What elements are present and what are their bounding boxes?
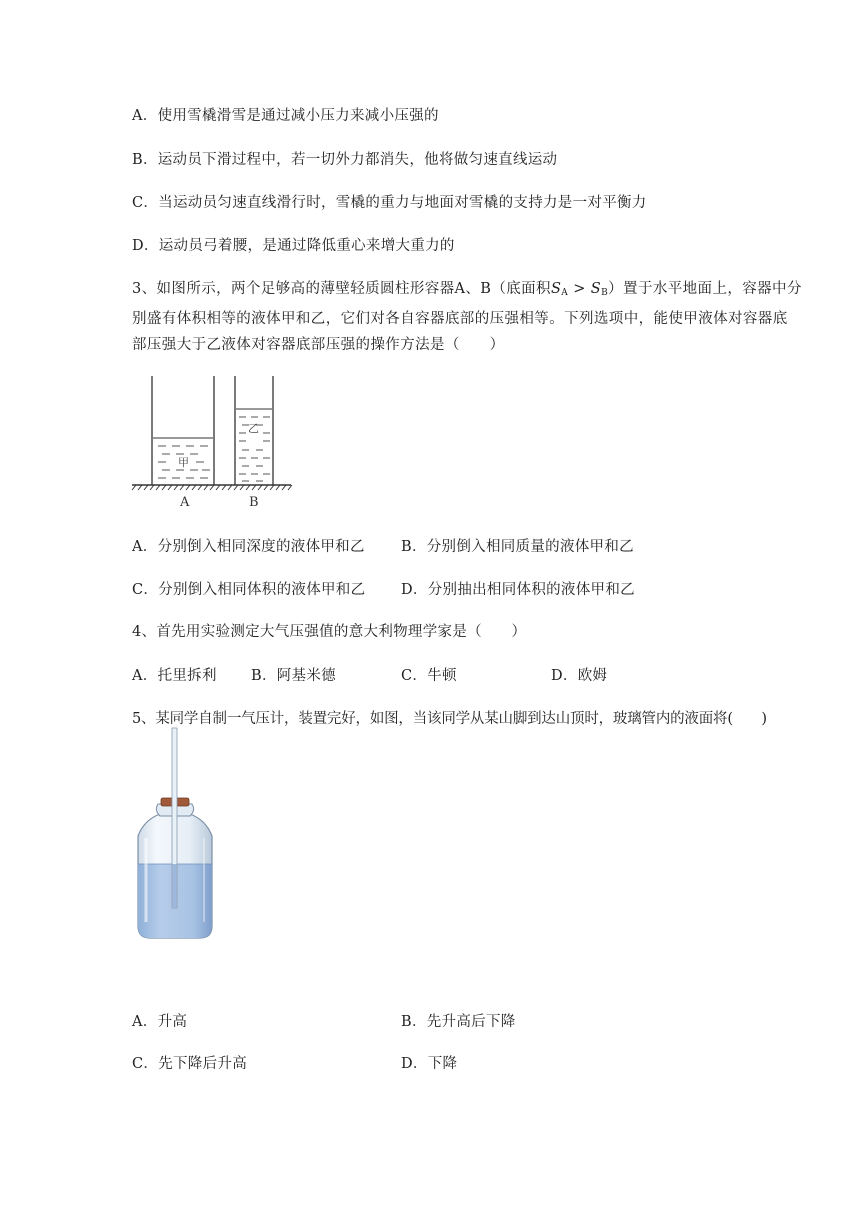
q3-formula-sub-a: A bbox=[561, 288, 569, 298]
q2-option-b: B．运动员下滑过程中，若一切外力都消失，他将做匀速直线运动 bbox=[132, 152, 558, 168]
container-b-label: B bbox=[249, 495, 259, 510]
q3-option-b: B．分别倒入相同质量的液体甲和乙 bbox=[401, 539, 634, 555]
q4-stem: 4、首先用实验测定大气压强值的意大利物理学家是（ ） bbox=[132, 624, 527, 640]
q3-formula-sub-b: B bbox=[601, 288, 609, 298]
q3-formula-sa: S bbox=[550, 281, 562, 297]
q3-stem-part1: 3、如图所示，两个足够高的薄壁轻质圆柱形容器A、B（底面积 bbox=[132, 281, 551, 297]
q5-option-b: B．先升高后下降 bbox=[401, 1014, 516, 1030]
q3-formula-sb: S bbox=[590, 281, 602, 297]
container-a-label: A bbox=[180, 495, 190, 510]
q4-option-c: C．牛顿 bbox=[401, 668, 457, 684]
q4-option-b: B．阿基米德 bbox=[251, 668, 336, 684]
q2-option-a: A．使用雪橇滑雪是通过减小压力来减小压强的 bbox=[132, 108, 439, 124]
q5-option-c: C．先下降后升高 bbox=[132, 1056, 247, 1072]
q5-stem: 5、某同学自制一气压计，装置完好，如图，当该同学从某山脚到达山顶时，玻璃管内的液面将( ) bbox=[132, 711, 767, 727]
q5-option-d: D．下降 bbox=[401, 1056, 458, 1072]
liquid-a-label: 甲 bbox=[178, 456, 189, 469]
q3-option-c: C．分别倒入相同体积的液体甲和乙 bbox=[132, 582, 366, 598]
q4-option-d: D．欧姆 bbox=[551, 668, 608, 684]
q3-option-d: D．分别抽出相同体积的液体甲和乙 bbox=[401, 582, 635, 598]
q5-option-a: A．升高 bbox=[132, 1014, 188, 1030]
q2-option-c: C．当运动员匀速直线滑行时，雪橇的重力与地面对雪橇的支持力是一对平衡力 bbox=[132, 195, 647, 211]
liquid-b-label: 乙 bbox=[248, 422, 259, 435]
q3-stem-part2: ）置于水平地面上，容器中分别盛有体积相等的液体甲和乙，它们对各自容器底部的压强相等。下列选项中，能使甲液体对容器底部压强大于乙液体对容器底部压强的操作方法是（ ） bbox=[132, 281, 802, 353]
q3-containers-figure bbox=[128, 372, 298, 512]
q4-option-a: A．托里拆利 bbox=[132, 668, 217, 684]
barometer-bottle-figure bbox=[130, 726, 220, 946]
q3-stem bbox=[132, 276, 802, 358]
q3-option-a: A．分别倒入相同深度的液体甲和乙 bbox=[132, 539, 365, 555]
q2-option-d: D．运动员弓着腰，是通过降低重心来增大重力的 bbox=[132, 238, 455, 254]
q3-formula-op: > bbox=[568, 281, 591, 297]
